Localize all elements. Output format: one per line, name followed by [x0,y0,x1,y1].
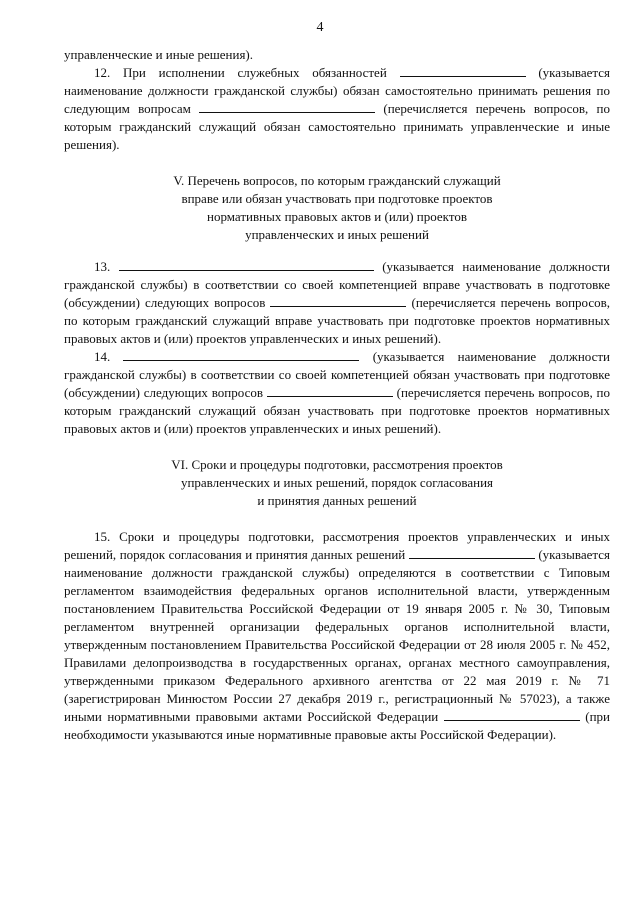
section-5-heading [64,172,610,244]
document-body [64,46,610,744]
fill-blank [267,384,393,397]
p12-text-b: (указывается наименование должности гражданской службы) обязан самостоятельно принимать решения по следующим вопросам [64,65,611,116]
p12-text-c: (перечисляется перечень вопросов, по которым гражданский служащий обязан самостоятельно принимать управленческие и иные решения). [64,101,611,152]
paragraph-11-end: управленческие и иные решения). [64,47,254,62]
fill-blank [400,64,526,77]
paragraph-13 [64,258,610,348]
heading-line: вправе или обязан участвовать при подготовке проектов [181,191,493,206]
fill-blank [119,258,374,271]
fill-blank [123,348,359,361]
p14-text-a: 14. [94,349,111,364]
p14-text-b: (указывается наименование должности гражданской службы) в соответствии со своей компетенцией обязан участвовать при подготовке (обсуждении) следующих вопросов [64,349,611,400]
fill-blank [199,100,375,113]
p13-text-c: (перечисляется перечень вопросов, по которым гражданский служащий вправе участвовать при подготовке проектов нормативных правовых актов и (или) проектов управленческих и иных решений). [64,295,611,346]
fill-blank [409,546,535,559]
heading-line: управленческих и иных решений, порядок согласования [180,475,494,490]
p14-text-c: (перечисляется перечень вопросов, по которым гражданский служащий обязан участвовать при подготовке проектов нормативных правовых актов и (или) проектов управленческих и иных решений). [64,385,611,436]
p15-text-a: 15. Сроки и процедуры подготовки, рассмотрения проектов управленческих и иных решений, порядок согласования и принятия данных решений [64,529,610,562]
heading-line: управленческих и иных решений [245,227,429,242]
heading-line: и принятия данных решений [257,493,417,508]
heading-line: нормативных правовых актов и (или) проектов [207,209,467,224]
p15-text-c: (при необходимости указываются иные нормативные правовые акты Российской Федерации). [64,709,611,742]
heading-line: V. Перечень вопросов, по которым гражданский служащий [173,173,501,188]
p13-text-b: (указывается наименование должности гражданской службы) в соответствии со своей компетенцией вправе участвовать в подготовке (обсуждении) следующих вопросов [64,259,611,310]
paragraph-15 [64,528,610,744]
fill-blank [270,294,406,307]
fill-blank [444,708,580,721]
paragraph-14 [64,348,610,438]
page-number: 4 [316,20,324,35]
heading-line: VI. Сроки и процедуры подготовки, рассмотрения проектов [171,457,503,472]
p13-text-a: 13. [94,259,111,274]
paragraph-12 [64,64,610,154]
section-6-heading [64,456,610,510]
p15-text-b: (указывается наименование должности гражданской службы) определяются в соответствии с Типовым регламентом взаимодействия федеральных органов исполнительной власти, утвержденным постановлением Правительства Российской Федерации от 19 января 2005 г. № 30, Типовым регламентом внутренней организации федеральных органов исполнительной власти, утвержденным постановлением Правительства Российской Федерации от 28 июля 2005 г. № 452, Правилами делопроизводства в государственных органах, органах местного самоуправления, утвержденными приказом Федерального архивного агентства от 22 мая 2019 г. № 71 (зарегистрирован Минюстом России 27 декабря 2019 г., регистрационный № 57023), а также иными нормативными правовыми актами Российской Федерации [64,547,611,724]
p12-text-a: 12. При исполнении служебных обязанностей [94,65,387,80]
